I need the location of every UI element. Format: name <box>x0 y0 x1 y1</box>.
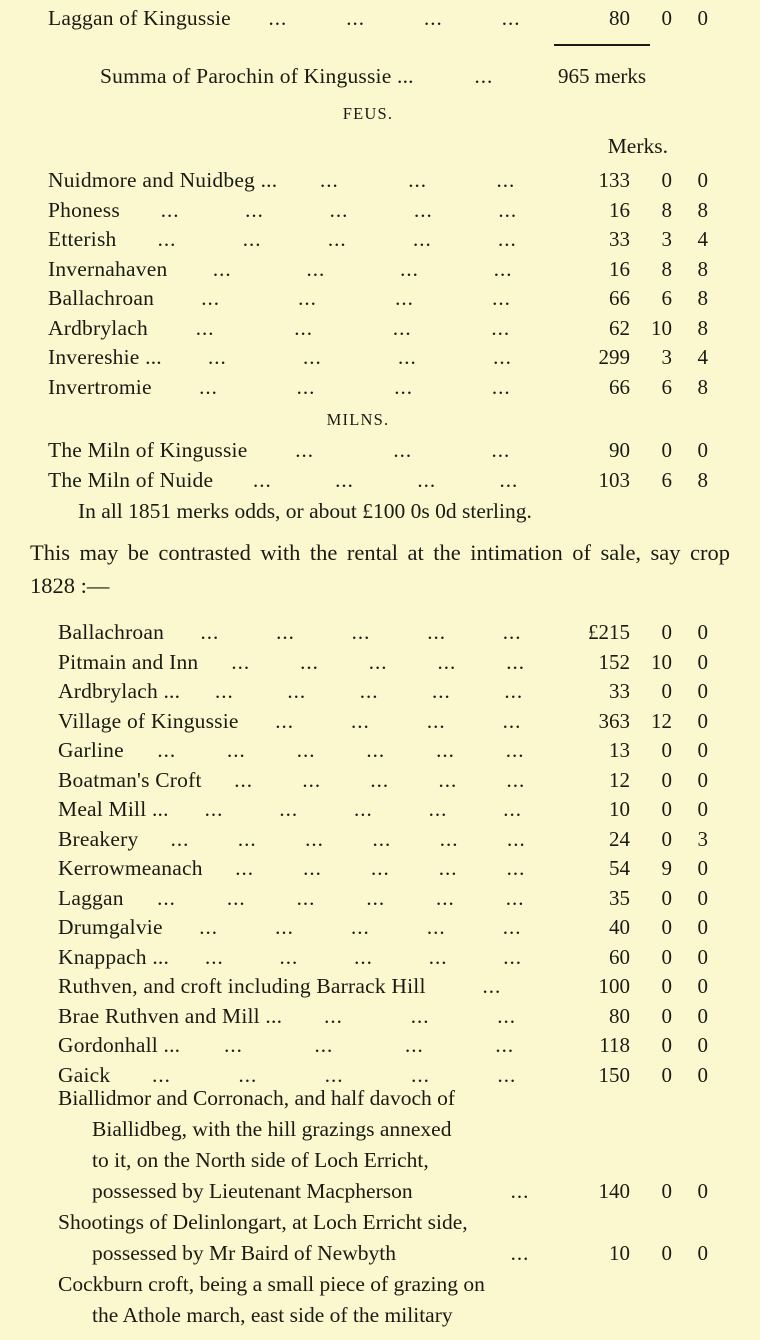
row-amount <box>558 343 708 373</box>
row-amount <box>558 677 708 707</box>
amount-pounds: 103 <box>598 467 630 492</box>
entry-line: Biallidbeg, with the hill grazings annexed <box>92 1117 452 1141</box>
row-label: Garline <box>58 738 124 762</box>
amount-pounds: 80 <box>609 6 630 30</box>
total-rule <box>48 44 708 46</box>
amount-pounds: 12 <box>609 767 630 792</box>
amount-pence: 0 <box>697 679 708 703</box>
row-amount <box>558 436 708 466</box>
entry-line: the Athole march, east side of the military <box>92 1303 453 1327</box>
table-row <box>48 314 708 344</box>
leader-dots: ... ... ... ... ... <box>160 197 518 222</box>
amount-pounds: 62 <box>609 315 630 340</box>
row-amount <box>558 225 708 255</box>
amount-pounds: 35 <box>609 885 630 910</box>
leader-dots: ... ... ... ... ... <box>235 856 526 880</box>
amount-pounds: 66 <box>609 374 630 399</box>
row-amount <box>558 648 708 678</box>
row-amount <box>558 166 708 196</box>
amount-pence: 0 <box>697 708 708 733</box>
table-row <box>48 4 708 34</box>
amount-pence: 0 <box>697 438 708 462</box>
leader-dots: ... ... ... ... ... ... <box>170 826 526 851</box>
amount-pounds: 10 <box>609 1241 630 1265</box>
amount-pence: 0 <box>697 885 708 910</box>
table-row <box>58 707 708 737</box>
amount-shillings: 6 <box>661 467 672 492</box>
leader-dots: ... ... ... <box>324 1003 517 1028</box>
amount-pence: 8 <box>697 467 708 492</box>
leader-dots: ... ... ... <box>320 168 516 192</box>
row-amount <box>558 1002 708 1032</box>
leader-dots: ... ... ... ... ... <box>231 649 525 674</box>
row-amount <box>558 255 708 285</box>
amount-shillings: 0 <box>661 767 672 792</box>
section-heading-feus: FEUS. <box>342 104 394 123</box>
row-label: Invernahaven <box>48 256 168 281</box>
milns-table <box>48 436 708 495</box>
row-amount <box>558 825 708 855</box>
row-amount <box>558 707 708 737</box>
table-row <box>48 466 708 496</box>
entry-line: to it, on the North side of Loch Erricht, <box>92 1148 429 1172</box>
amount-pounds: 152 <box>598 649 630 674</box>
leader-dots: ... <box>474 64 494 88</box>
row-label: Invertromie <box>48 374 152 399</box>
amount-pence: 4 <box>697 345 708 369</box>
amount-pounds: 54 <box>609 856 630 880</box>
amount-shillings: 0 <box>661 1003 672 1028</box>
amount-pounds: 16 <box>609 197 630 222</box>
row-amount <box>558 884 708 914</box>
row-label: Nuidmore and Nuidbeg ... <box>48 168 278 192</box>
entry-dots: ... <box>510 1179 530 1203</box>
row-label: Phoness <box>48 197 120 222</box>
summa-label: Summa of Parochin of Kingussie ... <box>100 64 414 88</box>
table-row <box>58 795 708 825</box>
row-label: Ruthven, and croft including Barrack Hill <box>58 974 426 998</box>
amount-pence: 0 <box>697 1179 708 1203</box>
summa-value: 965 merks <box>558 64 647 88</box>
row-amount <box>558 795 708 825</box>
amount-pounds: 150 <box>598 1062 630 1087</box>
column-header-merks: Merks. <box>607 134 668 158</box>
row-label: Ballachroan <box>48 286 155 310</box>
leader-dots: ... ... ... ... ... <box>204 944 523 969</box>
row-amount <box>558 4 708 34</box>
row-label: Ardbrylach ... <box>58 679 181 703</box>
table-row <box>58 943 708 973</box>
row-amount <box>558 736 708 766</box>
amount-shillings: 0 <box>661 944 672 969</box>
table-row <box>58 825 708 855</box>
amount-shillings: 6 <box>661 374 672 399</box>
leader-dots: ... ... ... ... <box>275 708 522 733</box>
row-amount <box>558 284 708 314</box>
table-row <box>48 196 708 226</box>
amount-pence: 8 <box>697 256 708 281</box>
row-amount <box>558 1238 708 1269</box>
amount-shillings: 0 <box>661 6 672 30</box>
row-amount <box>558 943 708 973</box>
multiline-entry <box>58 1269 708 1331</box>
row-amount <box>558 466 708 496</box>
amount-shillings: 3 <box>661 227 672 251</box>
row-label: Village of Kingussie <box>58 708 239 733</box>
amount-shillings: 9 <box>661 856 672 880</box>
row-label: Meal Mill ... <box>58 797 169 821</box>
row-label: Knappach ... <box>58 944 170 969</box>
amount-pence: 8 <box>697 374 708 399</box>
leader-dots <box>482 1238 558 1269</box>
entry-dots: ... <box>510 1241 530 1265</box>
leader-dots: ... ... ... ... <box>224 1033 515 1057</box>
leader-dots: ... ... ... ... ... <box>200 620 522 644</box>
row-label: Invereshie ... <box>48 345 162 369</box>
amount-shillings: 0 <box>661 620 672 644</box>
row-label: Gaick <box>58 1062 111 1087</box>
leader-dots <box>482 1176 558 1207</box>
leader-dots: ... ... ... ... ... <box>234 767 526 792</box>
row-amount <box>558 1176 708 1207</box>
amount-pounds: 140 <box>598 1179 630 1203</box>
row-label: Laggan <box>58 885 124 910</box>
amount-pounds: 90 <box>609 438 630 462</box>
amount-pounds: 16 <box>609 256 630 281</box>
row-amount <box>558 766 708 796</box>
multiline-entry <box>58 1083 708 1207</box>
row-amount <box>558 854 708 884</box>
amount-pounds: 133 <box>598 168 630 192</box>
amount-pounds: £215 <box>588 620 630 644</box>
amount-pence: 3 <box>697 826 708 851</box>
leader-dots: ... ... ... ... ... <box>204 797 523 821</box>
amount-shillings: 0 <box>661 974 672 998</box>
leader-dots: ... ... ... ... <box>195 315 511 340</box>
table-row <box>58 736 708 766</box>
amount-pounds: 60 <box>609 944 630 969</box>
body-paragraph: This may be contrasted with the rental at the intimation of sale, say crop 1828 :— <box>30 540 730 598</box>
table-row <box>58 618 708 648</box>
amount-pounds: 33 <box>609 227 630 251</box>
table-row <box>48 343 708 373</box>
amount-pence: 0 <box>697 1241 708 1265</box>
amount-pence: 0 <box>697 915 708 939</box>
amount-pounds: 13 <box>609 738 630 762</box>
amount-shillings: 0 <box>661 1241 672 1265</box>
amount-pence: 8 <box>697 315 708 340</box>
row-label: Ballachroan <box>58 620 165 644</box>
summa-amount <box>554 62 708 92</box>
table-row <box>48 436 708 466</box>
table-row <box>58 972 708 1002</box>
amount-pence: 0 <box>697 1062 708 1087</box>
row-label: The Miln of Nuide <box>48 467 214 492</box>
leader-dots: ... ... ... ... ... <box>152 1062 517 1087</box>
horizontal-rule <box>554 44 650 46</box>
row-label: Ardbrylach <box>48 315 148 340</box>
rental-table <box>58 618 708 1090</box>
amount-shillings: 6 <box>661 286 672 310</box>
row-amount <box>558 913 708 943</box>
amount-pounds: 40 <box>609 915 630 939</box>
amount-shillings: 10 <box>651 649 672 674</box>
amount-pounds: 299 <box>598 345 630 369</box>
amount-shillings: 0 <box>661 885 672 910</box>
amount-pence: 8 <box>697 286 708 310</box>
row-label: Brae Ruthven and Mill ... <box>58 1003 283 1028</box>
leader-dots: ... ... ... ... <box>201 286 511 310</box>
table-row <box>48 255 708 285</box>
amount-pence: 0 <box>697 6 708 30</box>
amount-pence: 4 <box>697 227 708 251</box>
leader-dots: ... ... ... <box>295 438 511 462</box>
table-row <box>58 648 708 678</box>
row-label: Pitmain and Inn <box>58 649 199 674</box>
amount-pounds: 118 <box>599 1033 630 1057</box>
table-row <box>58 677 708 707</box>
row-label: Kerrowmeanach <box>58 856 203 880</box>
summa-row <box>48 62 708 92</box>
amount-pounds: 100 <box>598 974 630 998</box>
leader-dots: ... ... ... ... <box>199 374 511 399</box>
amount-pounds: 363 <box>598 708 630 733</box>
row-amount <box>558 972 708 1002</box>
amount-pounds: 80 <box>609 1003 630 1028</box>
amount-pence: 0 <box>697 620 708 644</box>
amount-shillings: 10 <box>651 315 672 340</box>
amount-pence: 0 <box>697 974 708 998</box>
row-amount <box>558 373 708 403</box>
table-row <box>58 1031 708 1061</box>
amount-pounds: 66 <box>609 286 630 310</box>
entry-line: Cockburn croft, being a small piece of grazing on <box>58 1272 485 1296</box>
amount-pence: 0 <box>697 1033 708 1057</box>
amount-pounds: 24 <box>609 826 630 851</box>
entry-line: Shootings of Delinlongart, at Loch Erricht side, <box>58 1210 468 1234</box>
amount-pence: 0 <box>697 797 708 821</box>
amount-shillings: 0 <box>661 679 672 703</box>
amount-pounds: 33 <box>609 679 630 703</box>
leader-dots: ... ... ... ... <box>207 345 512 369</box>
leader-dots: ... ... ... ... <box>212 256 513 281</box>
amount-shillings: 0 <box>661 1179 672 1203</box>
amount-shillings: 3 <box>661 345 672 369</box>
row-amount <box>558 196 708 226</box>
amount-shillings: 0 <box>661 1033 672 1057</box>
row-label: The Miln of Kingussie <box>48 438 248 462</box>
amount-pence: 0 <box>697 738 708 762</box>
amount-shillings: 0 <box>661 915 672 939</box>
amount-pence: 0 <box>697 856 708 880</box>
leader-dots: ... ... ... ... ... ... <box>157 885 525 910</box>
amount-pence: 0 <box>697 1003 708 1028</box>
amount-pence: 0 <box>697 944 708 969</box>
row-label: Etterish <box>48 227 117 251</box>
section-heading-milns: MILNS. <box>326 410 390 429</box>
amount-pence: 8 <box>697 197 708 222</box>
row-amount <box>558 1031 708 1061</box>
amount-shillings: 12 <box>651 708 672 733</box>
amount-shillings: 8 <box>661 197 672 222</box>
row-label: Breakery <box>58 826 139 851</box>
entry-line: Biallidmor and Corronach, and half davoch of <box>58 1086 456 1110</box>
row-amount <box>558 618 708 648</box>
leader-dots: ... ... ... ... ... ... <box>157 738 525 762</box>
totals-note: In all 1851 merks odds, or about £100 0s 0d sterling. <box>78 499 532 523</box>
table-row <box>58 1002 708 1032</box>
amount-shillings: 0 <box>661 438 672 462</box>
amount-shillings: 0 <box>661 738 672 762</box>
entry-line: possessed by Mr Baird of Newbyth <box>92 1241 396 1265</box>
amount-pence: 0 <box>697 767 708 792</box>
table-row <box>58 766 708 796</box>
row-label: Boatman's Croft <box>58 767 202 792</box>
entry-line: possessed by Lieutenant Macpherson <box>92 1179 413 1203</box>
leader-dots: ... ... ... ... ... <box>157 227 517 251</box>
amount-shillings: 0 <box>661 1062 672 1087</box>
row-amount <box>558 314 708 344</box>
table-row <box>48 284 708 314</box>
feus-table <box>48 166 708 402</box>
amount-pence: 0 <box>697 649 708 674</box>
table-row <box>48 225 708 255</box>
amount-shillings: 0 <box>661 797 672 821</box>
leader-dots: ... ... ... ... ... <box>215 679 524 703</box>
row-label: Laggan of Kingussie <box>48 6 231 30</box>
amount-shillings: 0 <box>661 826 672 851</box>
amount-pence: 0 <box>697 168 708 192</box>
table-row <box>58 913 708 943</box>
leader-dots: ... ... ... ... <box>268 6 521 30</box>
leader-dots: ... ... ... ... <box>252 467 519 492</box>
table-row <box>48 373 708 403</box>
amount-shillings: 0 <box>661 168 672 192</box>
multiline-entry <box>58 1207 708 1269</box>
amount-shillings: 8 <box>661 256 672 281</box>
table-row <box>58 854 708 884</box>
amount-pounds: 10 <box>609 797 630 821</box>
table-row <box>48 166 708 196</box>
row-label: Drumgalvie <box>58 915 163 939</box>
table-row <box>58 884 708 914</box>
leader-dots: ... ... ... ... ... <box>199 915 522 939</box>
leader-dots: ... <box>482 974 502 998</box>
row-label: Gordonhall ... <box>58 1033 181 1057</box>
